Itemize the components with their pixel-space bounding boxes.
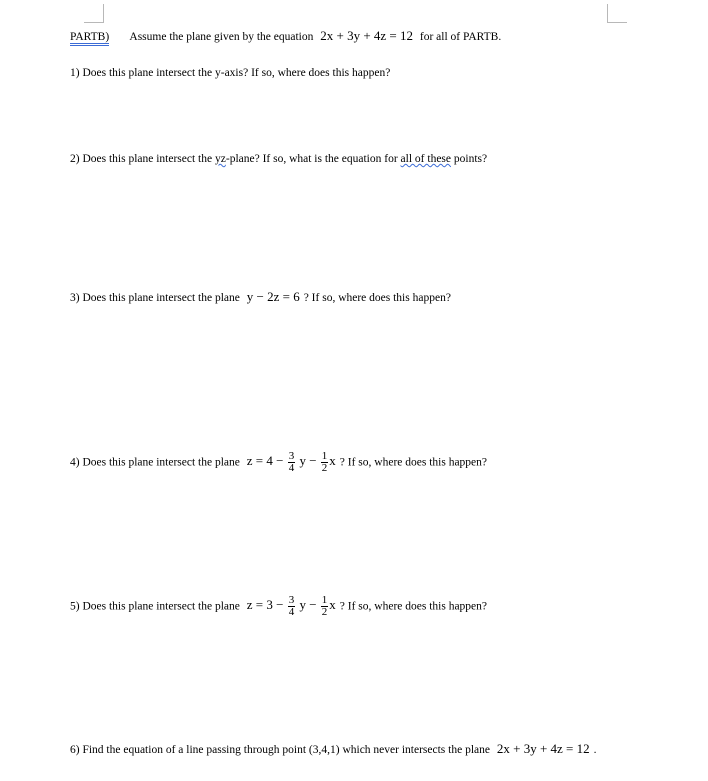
- fraction: [288, 451, 296, 474]
- equation-part: y −: [299, 597, 317, 613]
- question-5: [70, 595, 487, 618]
- plane-equation: 2x + 3y + 4z = 12: [320, 28, 414, 43]
- equation-part: y −: [299, 453, 317, 469]
- fraction: [288, 595, 296, 618]
- page-corner-mark-top-right: [607, 4, 627, 23]
- numerator: 3: [288, 594, 295, 606]
- question-text: 2) Does this plane intersect the: [70, 153, 213, 165]
- question-3: [70, 290, 451, 305]
- plane-equation: [246, 594, 336, 618]
- equation-part: z = 3 −: [246, 597, 284, 613]
- question-text: 4) Does this plane intersect the plane: [70, 456, 240, 469]
- question-6: [70, 742, 597, 757]
- grammar-flagged-text: all of these: [400, 153, 451, 165]
- denominator: 2: [321, 606, 328, 618]
- question-text: 1) Does this plane intersect the y-axis? If so, where does this happen?: [70, 67, 391, 79]
- equation-part: x: [329, 453, 336, 469]
- equation-part: x: [329, 597, 336, 613]
- question-2: [70, 152, 487, 166]
- question-text: 3) Does this plane intersect the plane: [70, 292, 240, 304]
- plane-equation: 2x + 3y + 4z = 12: [496, 741, 590, 756]
- part-b-header: [70, 29, 501, 44]
- question-text: ? If so, where does this happen?: [339, 456, 488, 469]
- question-text: 6) Find the equation of a line passing through point (3,4,1) which never intersects the plane: [70, 744, 490, 756]
- question-text: ? If so, where does this happen?: [303, 292, 451, 304]
- page-corner-mark-top-left: [84, 4, 104, 23]
- spellcheck-term: yz: [215, 153, 226, 165]
- equation-part: z = 4 −: [246, 453, 284, 469]
- plane-equation: y − 2z = 6: [246, 289, 300, 304]
- question-text: -plane? If so, what is the equation for: [225, 153, 398, 165]
- plane-equation: [246, 450, 336, 474]
- question-4: [70, 451, 487, 474]
- denominator: 4: [288, 606, 295, 618]
- intro-suffix: for all of PARTB.: [419, 31, 502, 43]
- numerator: 1: [321, 450, 328, 462]
- fraction: [321, 451, 329, 474]
- question-text: 5) Does this plane intersect the plane: [70, 600, 240, 613]
- fraction: [321, 595, 329, 618]
- question-text: points?: [453, 153, 488, 165]
- question-text: ? If so, where does this happen?: [339, 600, 488, 613]
- part-label: PARTB): [70, 31, 109, 46]
- question-text: .: [593, 744, 597, 756]
- intro-text: Assume the plane given by the equation: [129, 31, 314, 43]
- numerator: 3: [288, 450, 295, 462]
- question-1: [70, 66, 390, 80]
- numerator: 1: [321, 594, 328, 606]
- denominator: 2: [321, 462, 328, 474]
- denominator: 4: [288, 462, 295, 474]
